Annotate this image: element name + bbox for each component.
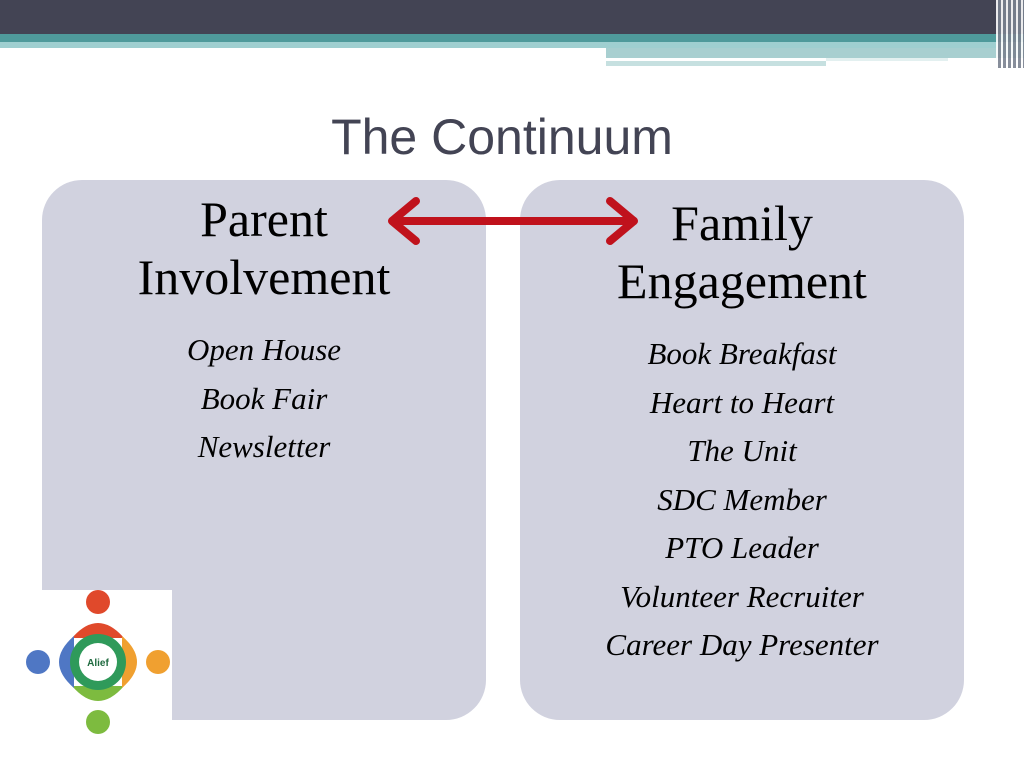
family-engagement-list xyxy=(520,330,964,670)
list-item: Newsletter xyxy=(197,429,331,464)
list-item: Book Fair xyxy=(200,380,328,416)
list-item: Career Day Presenter xyxy=(605,627,879,662)
list-item: Book Breakfast xyxy=(647,336,837,371)
list-item: Open House xyxy=(186,332,342,367)
list-item: Heart to Heart xyxy=(649,384,835,420)
list-item: Volunteer Recruiter xyxy=(620,578,864,614)
heading-line: Engagement xyxy=(617,253,867,309)
heading-line: Parent xyxy=(200,191,328,247)
community-logo-icon xyxy=(22,586,174,738)
double-arrow-icon xyxy=(382,196,644,246)
slide-title: The Continuum xyxy=(331,109,673,165)
list-item: PTO Leader xyxy=(665,530,819,565)
heading-line: Family xyxy=(671,195,813,251)
list-item: The Unit xyxy=(687,433,797,468)
parent-involvement-list xyxy=(42,326,486,472)
header-decoration-bar xyxy=(0,0,1024,68)
list-item: SDC Member xyxy=(657,481,827,517)
logo-text: Alief xyxy=(87,658,109,669)
family-engagement-card xyxy=(520,180,964,720)
heading-line: Involvement xyxy=(137,249,391,305)
